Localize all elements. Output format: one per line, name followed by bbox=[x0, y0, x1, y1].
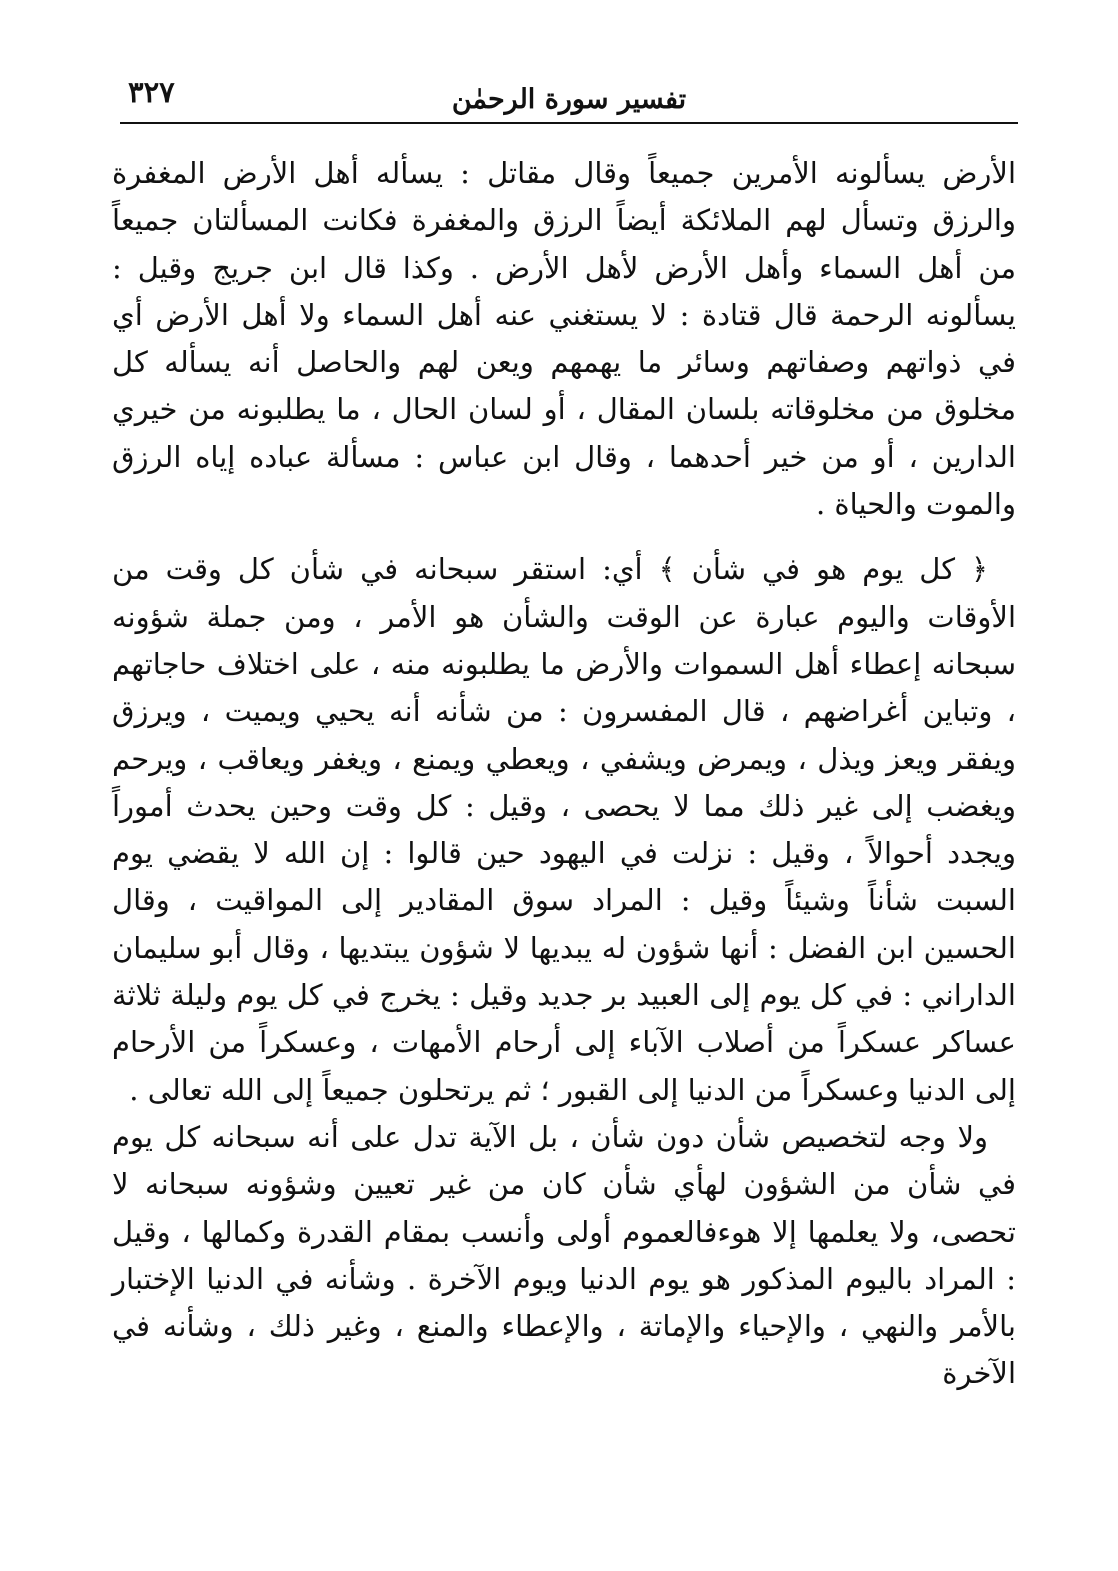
paragraph-3: ولا وجه لتخصيص شأن دون شأن ، بل الآية تدل على أنه سبحانه كل يوم في شأن من الشؤون لهأي شأن كان من غير تعيين وشؤونه سبحانه لا تحصى، ولا يعلمها إلا هوءفالعموم أولى وأنسب بمقام القدرة وكمالها ، وقيل : المراد باليوم المذكور هو يوم الدنيا ويوم الآخرة . وشأنه في الدنيا الإختبار بالأمر والنهي ، والإحياء والإماتة ، والإعطاء والمنع ، وغير ذلك ، وشأنه في الآخرة bbox=[112, 1119, 1016, 1391]
page-header bbox=[120, 68, 1018, 124]
paragraph-1: الأرض يسألونه الأمرين جميعاً وقال مقاتل : يسأله أهل الأرض المغفرة والرزق وتسأل لهم الملائكة أيضاً الرزق والمغفرة فكانت المسألتان جميعاً من أهل السماء وأهل الأرض لأهل الأرض . وكذا قال ابن جريج وقيل : يسألونه الرحمة قال قتادة : لا يستغني عنه أهل السماء ولا أهل الأرض أي في ذواتهم وصفاتهم وسائر ما يهمهم ويعن لهم والحاصل أنه يسأله كل مخلوق من مخلوقاته بلسان المقال ، أو لسان الحال ، ما يطلبونه من خيري الدارين ، أو من خير أحدهما ، وقال ابن عباس : مسألة عباده إياه الرزق والموت والحياة . bbox=[112, 156, 1016, 522]
body-text bbox=[112, 150, 1016, 1398]
running-title: تفسير سورة الرحمٰن bbox=[451, 84, 687, 115]
paragraph-2: ﴿ كل يوم هو في شأن ﴾ أي: استقر سبحانه في شأن كل وقت من الأوقات واليوم عبارة عن الوقت والشأن هو الأمر ، ومن جملة شؤونه سبحانه إعطاء أهل السموات والأرض ما يطلبونه منه ، على اختلاف حاجاتهم ، وتباين أغراضهم ، قال المفسرون : من شأنه أنه يحيي ويميت ، ويرزق ويفقر ويعز ويذل ، ويمرض ويشفي ، ويعطي ويمنع ، ويغفر ويعاقب ، ويرحم ويغضب إلى غير ذلك مما لا يحصى ، وقيل : كل وقت وحين يحدث أموراً ويجدد أحوالاً ، وقيل : نزلت في اليهود حين قالوا : إن الله لا يقضي يوم السبت شأناً وشيئاً وقيل : المراد سوق المقادير إلى المواقيت ، وقال الحسين ابن الفضل : أنها شؤون له يبديها لا شؤون يبتديها ، وقال أبو سليمان الداراني : في كل يوم إلى العبيد بر جديد وقيل : يخرج في كل يوم وليلة ثلاثة عساكر عسكراً من أصلاب الآباء إلى أرحام الأمهات ، وعسكراً من الأرحام إلى الدنيا وعسكراً من الدنيا إلى القبور ؛ ثم يرتحلون جميعاً إلى الله تعالى . bbox=[112, 552, 1016, 1107]
page-number: ٣٢٧ bbox=[128, 75, 175, 109]
header-divider bbox=[120, 122, 1018, 124]
